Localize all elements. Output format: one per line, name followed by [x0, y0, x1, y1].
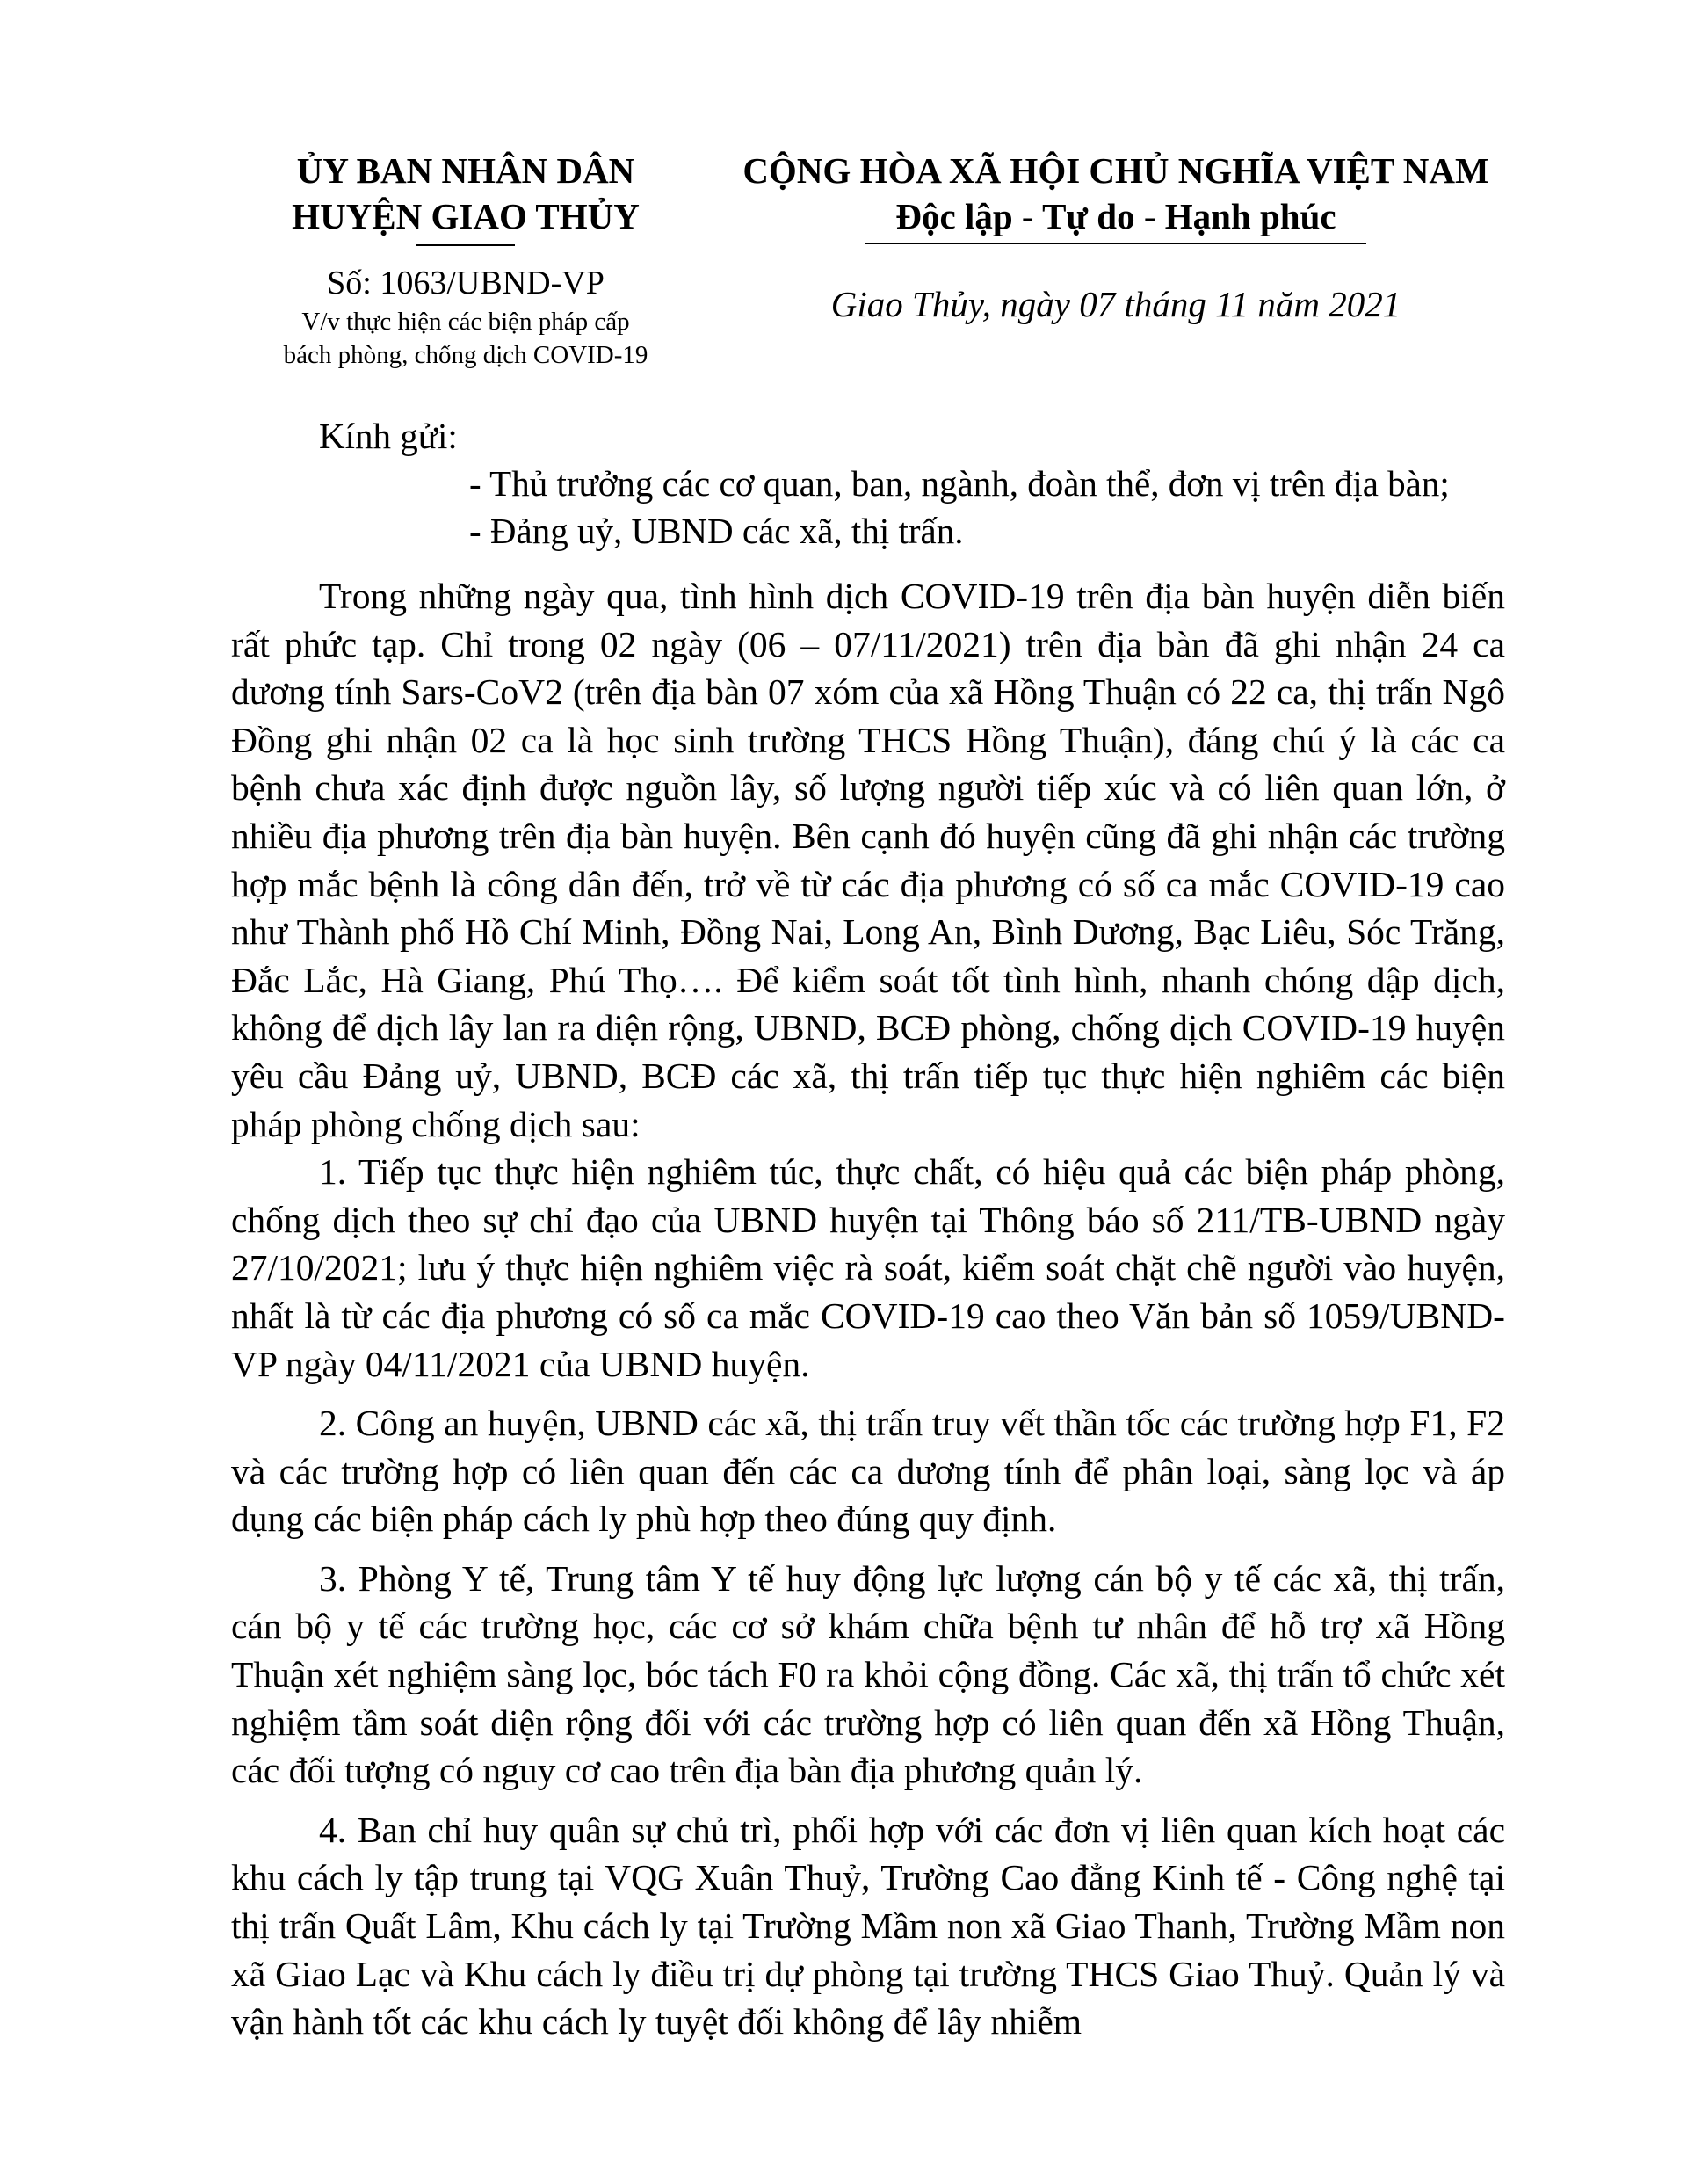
issuer-line-2: HUYỆN GIAO THỦY	[292, 196, 640, 236]
issue-date: Giao Thủy, ngày 07 tháng 11 năm 2021	[830, 284, 1401, 324]
issuer-underline	[416, 244, 515, 246]
directive-item-4: 4. Ban chỉ huy quân sự chủ trì, phối hợp với các đơn vị liên quan kích hoạt các khu cách ly tập trung tại VQG Xuân Thuỷ, Trường Cao đẳng Kinh tế - Công nghệ tại thị trấn Quất Lâm, Khu cách ly tại Trường Mầm non xã Giao Thanh, Trường Mầm non xã Giao Lạc và Khu cách ly điều trị dự phòng tại trường THCS Giao Thuỷ. Quản lý và vận hành tốt các khu cách ly tuyệt đối không để lây nhiễm	[231, 1809, 1505, 2043]
issuer-header	[264, 148, 668, 246]
recipient-item: - Đảng uỷ, UBND các xã, thị trấn.	[469, 511, 964, 551]
motto-underline	[865, 243, 1366, 244]
recipient-item: - Thủ trưởng các cơ quan, ban, ngành, đoàn thể, đơn vị trên địa bàn;	[469, 463, 1450, 504]
document-body	[231, 572, 1505, 2057]
recipients-title: Kính gửi:	[319, 416, 458, 456]
subject-line-2: bách phòng, chống dịch COVID-19	[283, 341, 648, 369]
document-subject	[264, 305, 668, 372]
intro-paragraph: Trong những ngày qua, tình hình dịch COVID-19 trên địa bàn huyện diễn biến rất phức tạp. Chỉ trong 02 ngày (06 – 07/11/2021) trên địa bàn đã ghi nhận 24 ca dương tính Sars-CoV2 (trên địa bàn 07 xóm của xã Hồng Thuận có 22 ca, thị trấn Ngô Đồng ghi nhận 02 ca là học sinh trường THCS Hồng Thuận), đáng chú ý là các ca bệnh chưa xác định được nguồn lây, số lượng người tiếp xúc và có liên quan lớn, ở nhiều địa phương trên địa bàn huyện. Bên cạnh đó huyện cũng đã ghi nhận các trường hợp mắc bệnh là công dân đến, trở về từ các địa phương có số ca mắc COVID-19 cao như Thành phố Hồ Chí Minh, Đồng Nai, Long An, Bình Dương, Bạc Liêu, Sóc Trăng, Đắc Lắc, Hà Giang, Phú Thọ…. Để kiểm soát tốt tình hình, nhanh chóng dập dịch, không để dịch lây lan ra diện rộng, UBND, BCĐ phòng, chống dịch COVID-19 huyện yêu cầu Đảng uỷ, UBND, BCĐ các xã, thị trấn tiếp tục thực hiện nghiêm các biện pháp phòng chống dịch sau:	[231, 576, 1505, 1144]
directive-item-1: 1. Tiếp tục thực hiện nghiêm túc, thực chất, có hiệu quả các biện pháp phòng, chống dịch theo sự chỉ đạo của UBND huyện tại Thông báo số 211/TB-UBND ngày 27/10/2021; lưu ý thực hiện nghiêm việc rà soát, kiểm soát chặt chẽ người vào huyện, nhất là từ các địa phương có số ca mắc COVID-19 cao theo Văn bản số 1059/UBND-VP ngày 04/11/2021 của UBND huyện.	[231, 1151, 1505, 1384]
document-number: Số: 1063/UBND-VP	[327, 265, 605, 301]
directive-item-2: 2. Công an huyện, UBND các xã, thị trấn truy vết thần tốc các trường hợp F1, F2 và các trường hợp có liên quan đến các ca dương tính để phân loại, sàng lọc và áp dụng các biện pháp cách ly phù hợp theo đúng quy định.	[231, 1403, 1505, 1540]
nation-motto: Độc lập - Tự do - Hạnh phúc	[895, 196, 1336, 236]
nation-line-1: CỘNG HÒA XÃ HỘI CHỦ NGHĨA VIỆT NAM	[742, 150, 1489, 191]
issuer-line-1: ỦY BAN NHÂN DÂN	[296, 150, 635, 191]
subject-line-1: V/v thực hiện các biện pháp cấp	[301, 308, 630, 336]
directive-item-3: 3. Phòng Y tế, Trung tâm Y tế huy động lực lượng cán bộ y tế các xã, thị trấn, cán bộ y tế các trường học, các cơ sở khám chữa bệnh tư nhân để hỗ trợ xã Hồng Thuận xét nghiệm sàng lọc, bóc tách F0 ra khỏi cộng đồng. Các xã, thị trấn tổ chức xét nghiệm tầm soát diện rộng đối với các trường hợp có liên quan đến xã Hồng Thuận, các đối tượng có nguy cơ cao trên địa bàn địa phương quản lý.	[231, 1557, 1505, 1791]
nation-header	[729, 148, 1502, 244]
